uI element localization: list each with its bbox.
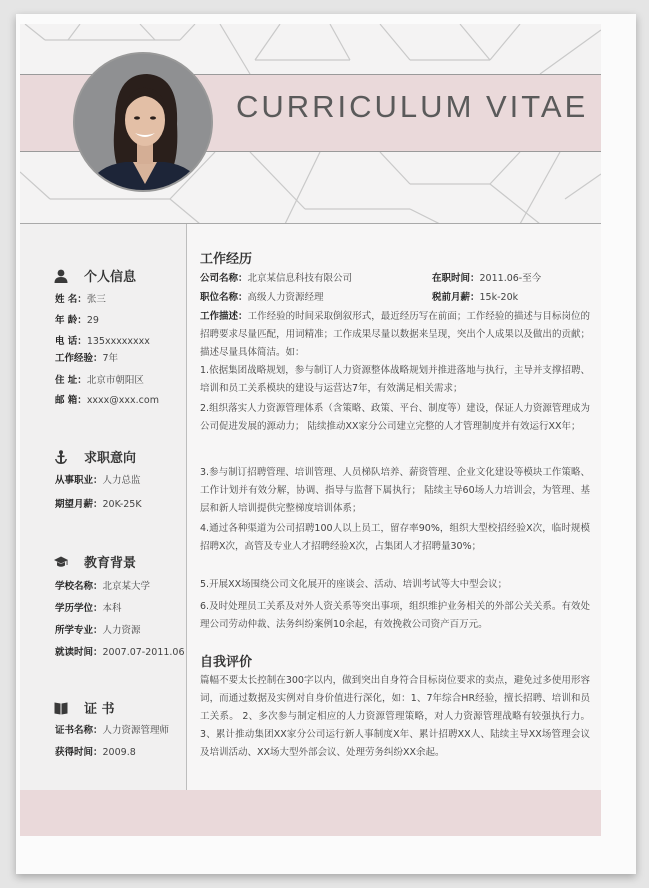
anchor-icon xyxy=(54,450,68,464)
position-field: 职位名称：高级人力资源经理 xyxy=(200,292,324,303)
info-row: 年 龄：29 xyxy=(55,315,99,326)
company-field: 公司名称：北京某信息科技有限公司 xyxy=(200,273,353,284)
job-intent-heading: 求职意向 xyxy=(54,447,136,466)
intent-row: 从事职业：人力总监 xyxy=(55,475,141,486)
portrait-photo xyxy=(75,54,213,192)
work-item: 6.及时处理员工关系及对外人资关系等突出事项，组织维护业务相关的外部公关关系。有效处理公司劳动仲裁、法务纠纷案例10余起，有效挽救公司资产百万元。 xyxy=(200,601,590,630)
info-row: 邮 箱：xxxx@xxx.com xyxy=(55,395,159,406)
work-item: 3.参与制订招聘管理、培训管理、人员梯队培养、薪资管理、企业文化建设等模块工作策略、工作计划并有效分解，协调、指导与监督下属执行； 陆续主导60场人力培训会，为管理、基层和新人培训提供完整梯度培训体系； xyxy=(200,467,590,514)
work-heading: 工作经历 xyxy=(200,252,253,267)
info-row: 工作经验：7年 xyxy=(55,353,119,364)
self-eval-heading: 自我评价 xyxy=(200,655,253,670)
period-field: 在职时间：2011.06-至今 xyxy=(432,273,542,284)
certificate-row: 获得时间：2009.8 xyxy=(55,747,136,758)
education-heading: 教育背景 xyxy=(54,552,136,571)
work-description: 工作描述：工作经验的时间采取倒叙形式，最近经历写在前面；工作经验的描述与目标岗位的招聘要求尽量匹配，用词精准；工作成果尽量以数据来呈现，突出个人成果以及做出的贡献；描述尽量具体简洁。如： xyxy=(200,311,590,358)
work-item: 2.组织落实人力资源管理体系（含策略、政策、平台、制度等）建设，保证人力资源管理成为公司促进发展的源动力； 陆续推动XX家分公司建立完整的人才管理制度并有效运行XX年； xyxy=(200,403,590,432)
info-row: 电 话：135xxxxxxxx xyxy=(55,336,150,347)
education-row: 就读时间：2007.07-2011.06 xyxy=(55,647,185,658)
work-item: 4.通过各种渠道为公司招聘100人以上员工，留存率90%，组织大型校招经验X次，临时规模招聘X次，高管及专业人才招聘经验X次，占集团人才招聘量30%； xyxy=(200,523,590,552)
person-icon xyxy=(54,269,68,283)
salary-field: 税前月薪：15k-20k xyxy=(432,292,519,303)
info-row: 住 址：北京市朝阳区 xyxy=(55,375,144,386)
intent-row: 期望月薪：20K-25K xyxy=(55,499,142,510)
graduation-cap-icon xyxy=(54,555,68,569)
certificate-row: 证书名称：人力资源管理师 xyxy=(55,725,170,736)
avatar xyxy=(73,52,213,192)
education-row: 所学专业：人力资源 xyxy=(55,625,141,636)
work-item: 5.开展XX场围绕公司文化展开的座谈会、活动、培训考试等大中型会议； xyxy=(200,579,508,590)
education-row: 学历学位：本科 xyxy=(55,603,122,614)
page-title: CURRICULUM VITAE xyxy=(236,89,589,124)
personal-info-heading: 个人信息 xyxy=(54,266,136,285)
sidebar xyxy=(20,224,187,790)
info-row: 姓 名：张三 xyxy=(55,294,106,305)
resume-page xyxy=(20,24,601,836)
self-eval-text: 篇幅不要太长控制在300字以内，做到突出自身符合目标岗位要求的卖点，避免过多使用形容词，而通过数据及实例对自身价值进行深化，如：1、7年综合HR经验，擅长招聘、培训和员工关系。 2、多次参与制定相应的人力资源管理策略，对人力资源管理战略有较强执行力。3、累计推动集团XX家分公司运行新人事制度X年、累计招聘XX人、陆续主导XX场管理会议及培训活动、XX场大型外部会议、处理劳务纠纷XX余起。 xyxy=(200,675,590,758)
book-icon xyxy=(54,701,68,715)
education-row: 学校名称：北京某大学 xyxy=(55,581,151,592)
footer-band xyxy=(20,790,601,836)
certificate-heading: 证 书 xyxy=(54,698,115,717)
work-item: 1.依据集团战略规划，参与制订人力资源整体战略规划并推进落地与执行，主导并支撑招聘、培训和员工关系模块的建设与运营达7年，有效满足相关需求； xyxy=(200,365,590,394)
